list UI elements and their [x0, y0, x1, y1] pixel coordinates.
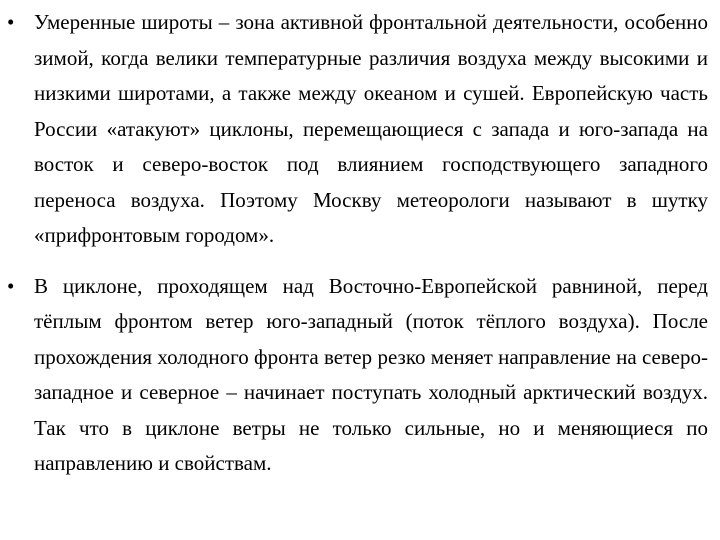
bullet-marker: •: [7, 10, 15, 34]
bullet-item-frontal-activity: [0, 5, 720, 254]
bullet-text-cyclone-winds: В циклоне, проходящем над Восточно-Европейской равниной, перед тёплым фронтом ветер юго-западный (поток тёплого воздуха). После прохождения холодного фронта ветер резко меняет направление на северо-западное и северное – начинает поступать холодный арктический воздух. Так что в циклоне ветры не только сильные, но и меняющиеся по направлению и свойствам.: [34, 273, 708, 475]
bullet-marker: •: [7, 273, 15, 298]
bullet-text-frontal-activity: Умеренные широты – зона активной фронтальной деятельности, особенно зимой, когда велики температурные различия воздуха между высокими и низкими широтами, а также между океаном и сушей. Европейскую часть России «атакуют» циклоны, перемещающиеся с запада и юго-запада на восток и северо-восток под влиянием господствующего западного переноса воздуха. Поэтому Москву метеорологи называют в шутку «прифронтовым городом».: [34, 10, 708, 247]
bullet-item-cyclone-winds: [0, 269, 720, 482]
